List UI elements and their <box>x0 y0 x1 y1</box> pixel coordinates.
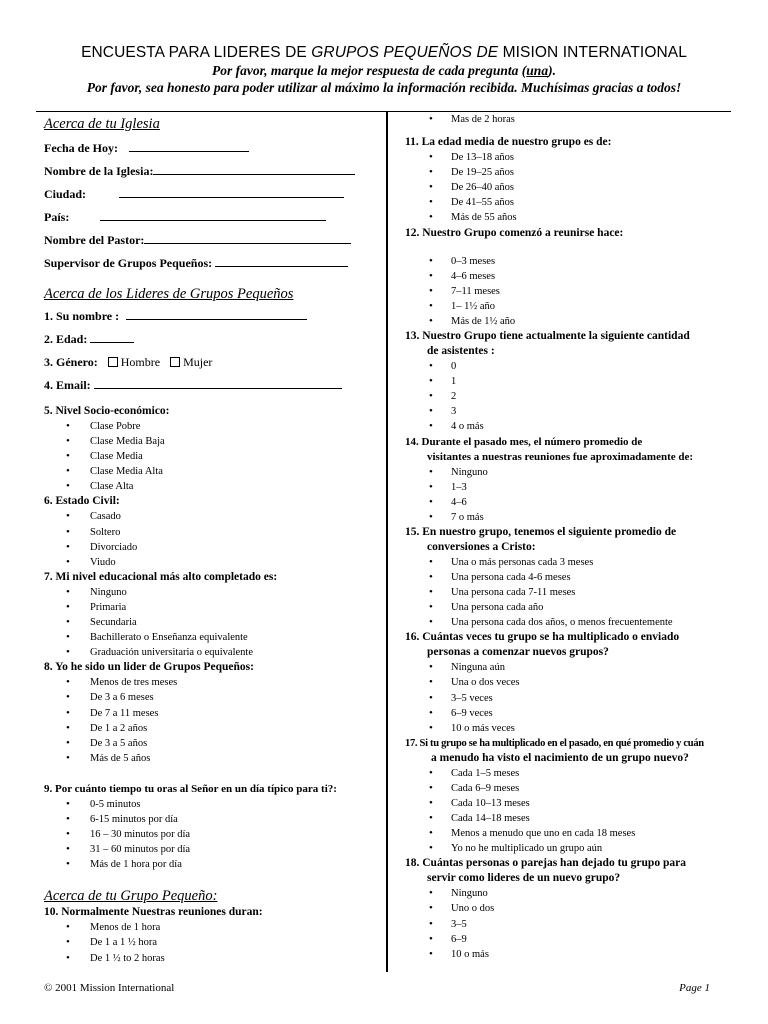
list-item[interactable]: • Graduación universitaria o equivalente <box>44 645 380 660</box>
list-item[interactable]: • De 1 ½ to 2 horas <box>44 951 380 966</box>
q18-label: 18. Cuántas personas o parejas han dejado tu grupo para servir como lideres de un nuevo grupo? <box>405 857 686 885</box>
instructions-line-1: Por favor, marque la mejor respuesta de cada pregunta (una). <box>212 63 556 78</box>
list-item[interactable]: • Una persona cada 4-6 meses <box>405 570 725 585</box>
q10-options <box>44 920 380 965</box>
list-item[interactable]: • Más de 5 años <box>44 751 380 766</box>
list-item[interactable]: • 16 – 30 minutos por día <box>44 827 380 842</box>
q13-options <box>405 359 725 434</box>
list-item[interactable]: • 10 o más veces <box>405 721 725 736</box>
q6-options <box>44 509 380 569</box>
leader-name-field[interactable]: 1. Su nombre : <box>44 305 380 328</box>
list-item[interactable]: • De 1 a 2 años <box>44 721 380 736</box>
date-field[interactable]: Fecha de Hoy: <box>44 137 380 160</box>
page-number: Page 1 <box>679 982 710 994</box>
list-item[interactable]: • Cada 10–13 meses <box>405 796 725 811</box>
leaders-section-heading: Acerca de los Lideres de Grupos Pequeños <box>44 286 294 302</box>
q9-label: 9. Por cuánto tiempo tu oras al Señor en un día típico para ti?: <box>44 782 337 795</box>
list-item[interactable]: • Bachillerato o Enseñanza equivalente <box>44 630 380 645</box>
list-item[interactable]: • Ninguno <box>44 585 380 600</box>
survey-title: ENCUESTA PARA LIDERES DE GRUPOS PEQUEÑOS DE MISION INTERNATIONAL <box>81 44 687 61</box>
q17-label: 17. Si tu grupo se ha multiplicado en el pasado, en qué promedio y cuán a menudo ha visto el nacimiento de un grupo nuevo? <box>405 737 704 764</box>
church-name-field[interactable]: Nombre de la Iglesia: <box>44 160 380 183</box>
q5-label: 5. Nivel Socio-económico: <box>44 405 170 417</box>
q14-label: 14. Durante el pasado mes, el número promedio de visitantes a nuestras reuniones fue aproximadamente de: <box>405 435 694 463</box>
column-divider <box>386 112 388 972</box>
list-item[interactable]: • Cada 1–5 meses <box>405 766 725 781</box>
q10-options-continued <box>405 112 725 127</box>
list-item[interactable]: • Clase Alta <box>44 479 380 494</box>
list-item[interactable]: • Viudo <box>44 555 380 570</box>
female-checkbox[interactable] <box>170 357 180 367</box>
q18-options <box>405 886 725 961</box>
q9-options <box>44 797 380 872</box>
list-item[interactable]: • Ninguna aún <box>405 660 725 675</box>
list-item[interactable]: • De 19–25 años <box>405 165 725 180</box>
right-column <box>405 112 725 962</box>
list-item[interactable]: • Casado <box>44 509 380 524</box>
list-item[interactable]: • 0–3 meses <box>405 254 725 269</box>
list-item[interactable]: • 3–5 <box>405 917 725 932</box>
survey-header <box>0 44 768 96</box>
email-field[interactable]: 4. Email: <box>44 374 380 397</box>
q15-label: 15. En nuestro grupo, tenemos el siguiente promedio de conversiones a Cristo: <box>405 525 677 553</box>
list-item[interactable]: • Uno o dos <box>405 901 725 916</box>
gender-field: 3. Género: Hombre Mujer <box>44 355 213 369</box>
list-item[interactable]: • Divorciado <box>44 540 380 555</box>
country-field[interactable]: País: <box>44 206 380 229</box>
q16-options <box>405 660 725 735</box>
list-item[interactable]: • Secundaria <box>44 615 380 630</box>
q8-label: 8. Yo he sido un lider de Grupos Pequeños: <box>44 661 254 674</box>
age-field[interactable]: 2. Edad: <box>44 328 380 351</box>
list-item[interactable]: • Una persona cada año <box>405 600 725 615</box>
list-item[interactable]: • 6–9 veces <box>405 706 725 721</box>
list-item[interactable]: • Clase Media Alta <box>44 464 380 479</box>
list-item[interactable]: • 1 <box>405 374 725 389</box>
list-item[interactable]: • 0-5 minutos <box>44 797 380 812</box>
q17-options <box>405 766 725 857</box>
q16-label: 16. Cuántas veces tu grupo se ha multiplicado o enviado personas a comenzar nuevos grupos? <box>405 631 680 659</box>
q10-label: 10. Normalmente Nuestras reuniones duran: <box>44 906 263 919</box>
list-item[interactable]: • 1–3 <box>405 480 725 495</box>
list-item[interactable]: • 0 <box>405 359 725 374</box>
city-field[interactable]: Ciudad: <box>44 183 380 206</box>
q5-options <box>44 419 380 494</box>
left-column <box>44 112 380 966</box>
list-item[interactable]: • 1– 1½ año <box>405 299 725 314</box>
list-item[interactable]: • 6–9 <box>405 932 725 947</box>
list-item[interactable]: • Yo no he multiplicado un grupo aún <box>405 841 725 856</box>
instructions-line-2: Por favor, sea honesto para poder utilizar al máximo la información recibida. Muchísimas gracias a todos! <box>86 80 682 95</box>
list-item[interactable]: • Clase Pobre <box>44 419 380 434</box>
q12-options <box>405 254 725 329</box>
group-section-heading: Acerca de tu Grupo Pequeño: <box>44 888 218 905</box>
list-item[interactable]: • Una o más personas cada 3 meses <box>405 555 725 570</box>
list-item[interactable]: • 4–6 <box>405 495 725 510</box>
list-item[interactable]: • 4–6 meses <box>405 269 725 284</box>
list-item[interactable]: • Mas de 2 horas <box>405 112 725 127</box>
list-item[interactable]: • Una persona cada 7-11 meses <box>405 585 725 600</box>
q11-label: 11. La edad media de nuestro grupo es de: <box>405 136 612 149</box>
list-item[interactable]: • 2 <box>405 389 725 404</box>
list-item[interactable]: • De 3 a 5 años <box>44 736 380 751</box>
list-item[interactable]: • Más de 1 hora por día <box>44 857 380 872</box>
q15-options <box>405 555 725 630</box>
list-item[interactable]: • Menos a menudo que uno en cada 18 meses <box>405 826 725 841</box>
list-item[interactable]: • Más de 1½ año <box>405 314 725 329</box>
list-item[interactable]: • Cada 6–9 meses <box>405 781 725 796</box>
list-item[interactable]: • 3–5 veces <box>405 691 725 706</box>
q13-label: 13. Nuestro Grupo tiene actualmente la siguiente cantidad de asistentes : <box>405 330 690 358</box>
list-item[interactable]: • Ninguno <box>405 886 725 901</box>
list-item[interactable]: • De 26–40 años <box>405 180 725 195</box>
q12-label: 12. Nuestro Grupo comenzó a reunirse hace: <box>405 226 624 239</box>
q6-label: 6. Estado Civil: <box>44 495 120 508</box>
list-item[interactable]: • De 3 a 6 meses <box>44 690 380 705</box>
list-item[interactable]: • Cada 14–18 meses <box>405 811 725 826</box>
list-item[interactable]: • Una o dos veces <box>405 675 725 690</box>
list-item[interactable]: • Ninguno <box>405 465 725 480</box>
pastor-name-field[interactable]: Nombre del Pastor: <box>44 229 380 252</box>
list-item[interactable]: • 7–11 meses <box>405 284 725 299</box>
q14-options <box>405 465 725 525</box>
list-item[interactable]: • 6-15 minutos por día <box>44 812 380 827</box>
church-section-heading: Acerca de tu Iglesia <box>44 116 160 132</box>
list-item[interactable]: • Menos de tres meses <box>44 675 380 690</box>
list-item[interactable]: • 7 o más <box>405 510 725 525</box>
list-item[interactable]: • 4 o más <box>405 419 725 434</box>
supervisor-field[interactable]: Supervisor de Grupos Pequeños: <box>44 252 380 275</box>
list-item[interactable]: • Soltero <box>44 525 380 540</box>
list-item[interactable]: • De 13–18 años <box>405 150 725 165</box>
list-item[interactable]: • Una persona cada dos años, o menos frecuentemente <box>405 615 725 630</box>
list-item[interactable]: • Menos de 1 hora <box>44 920 380 935</box>
q11-options <box>405 150 725 225</box>
male-checkbox[interactable] <box>108 357 118 367</box>
list-item[interactable]: • De 7 a 11 meses <box>44 706 380 721</box>
list-item[interactable]: • 31 – 60 minutos por día <box>44 842 380 857</box>
list-item[interactable]: • Clase Media <box>44 449 380 464</box>
list-item[interactable]: • 10 o más <box>405 947 725 962</box>
list-item[interactable]: • 3 <box>405 404 725 419</box>
list-item[interactable]: • Primaria <box>44 600 380 615</box>
list-item[interactable]: • Clase Media Baja <box>44 434 380 449</box>
q8-options <box>44 675 380 766</box>
list-item[interactable]: • De 41–55 años <box>405 195 725 210</box>
list-item[interactable]: • Más de 55 años <box>405 210 725 225</box>
q7-options <box>44 585 380 660</box>
list-item[interactable]: • De 1 a 1 ½ hora <box>44 935 380 950</box>
q7-label: 7. Mi nivel educacional más alto completado es: <box>44 570 278 583</box>
copyright: © 2001 Mission International <box>44 982 175 994</box>
